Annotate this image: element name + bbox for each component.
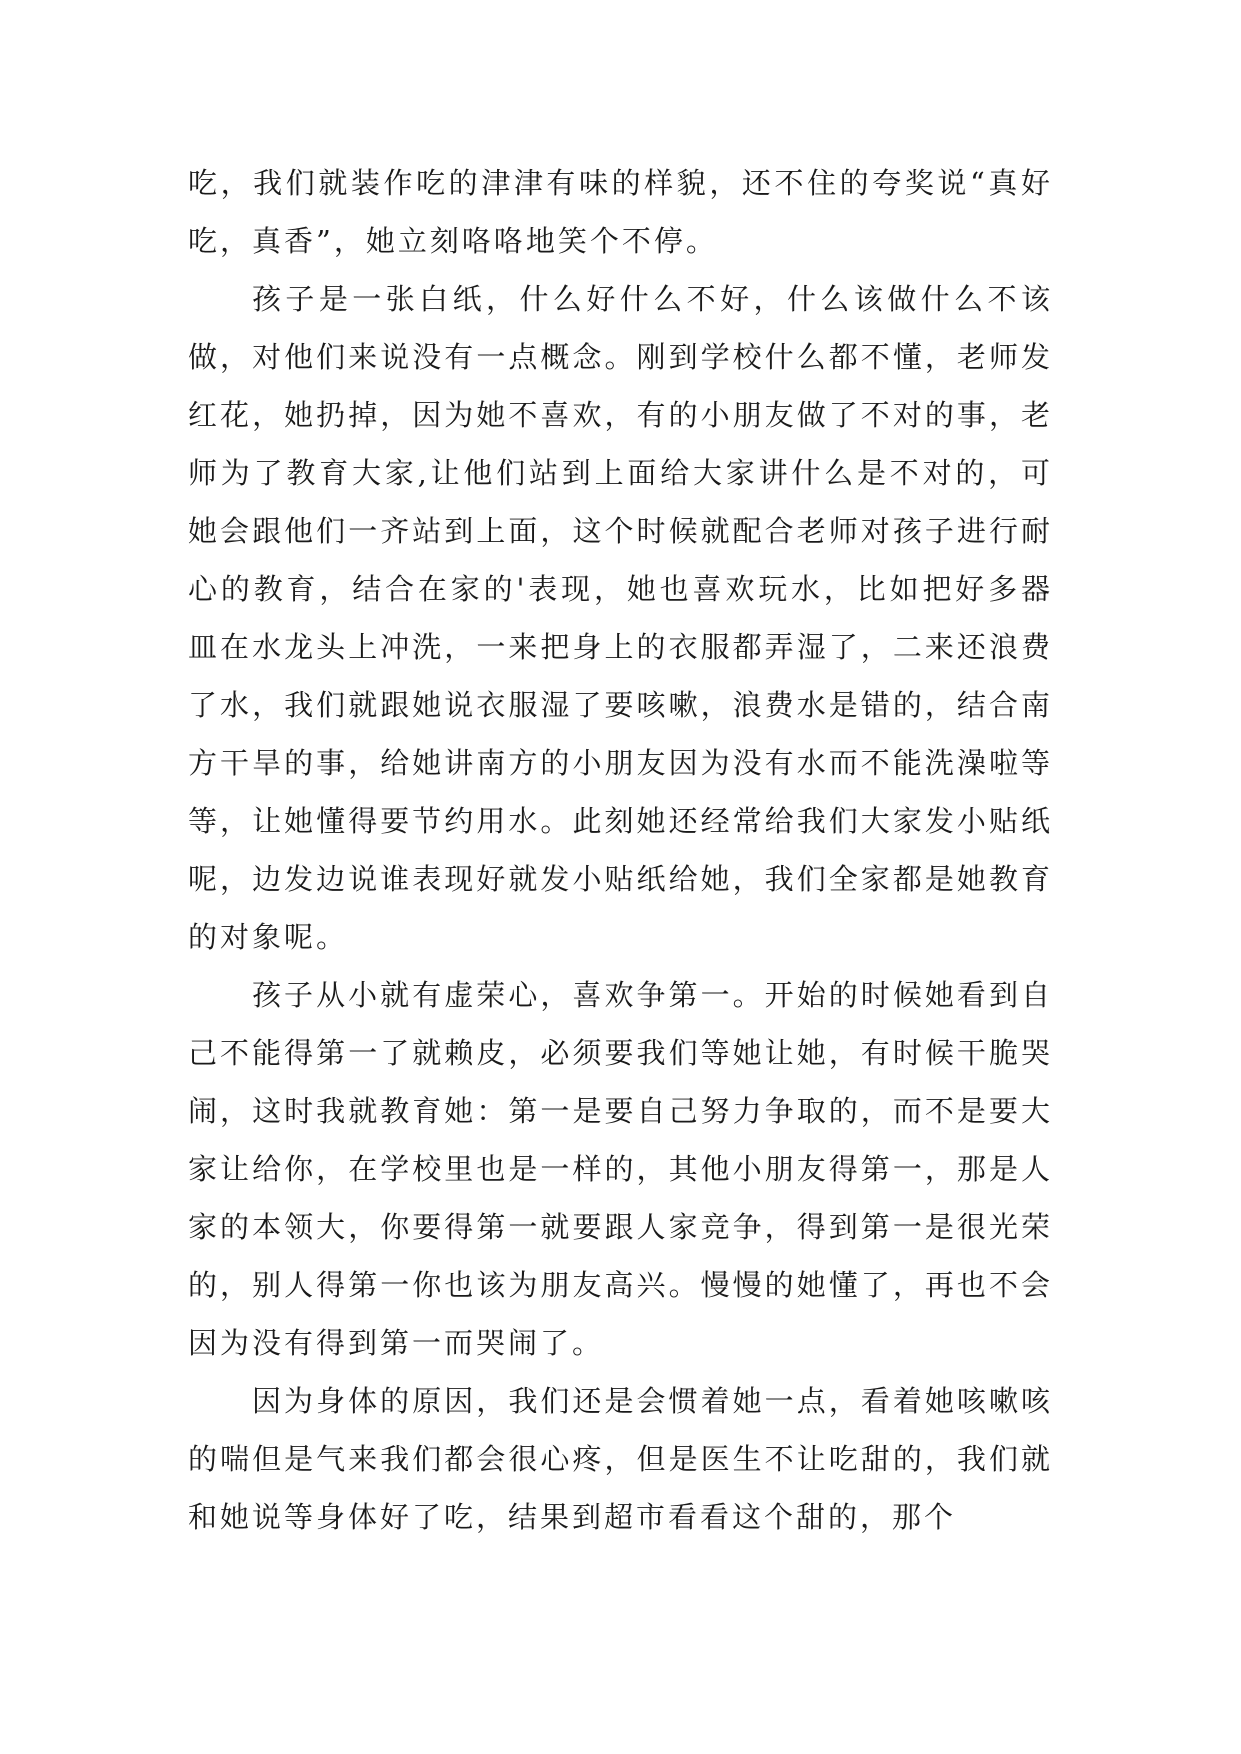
paragraph-health-sweets: 因为身体的原因，我们还是会惯着她一点，看着她咳嗽咳的喘但是气来我们都会很心疼，但是医生不让吃甜的，我们就和她说等身体好了吃，结果到超市看看这个甜的，那个 — [188, 1384, 1053, 1534]
paragraph-white-paper: 孩子是一张白纸，什么好什么不好，什么该做什么不该做，对他们来说没有一点概念。刚到学校什么都不懂，老师发红花，她扔掉，因为她不喜欢，有的小朋友做了不对的事，老师为了教育大家,让他们站到上面给大家讲什么是不对的，可她会跟他们一齐站到上面，这个时候就配合老师对孩子进行耐心的教育，结合在家的'表现，她也喜欢玩水，比如把好多器皿在水龙头上冲洗，一来把身上的衣服都弄湿了，二来还浪费了水，我们就跟她说衣服湿了要咳嗽，浪费水是错的，结合南方干旱的事，给她讲南方的小朋友因为没有水而不能洗澡啦等等，让她懂得要节约用水。此刻她还经常给我们大家发小贴纸呢，边发边说谁表现好就发小贴纸给她，我们全家都是她教育的对象呢。 — [188, 282, 1053, 954]
paragraph-continuation: 吃，我们就装作吃的津津有味的样貌，还不住的夸奖说“真好吃，真香”，她立刻咯咯地笑个不停。 — [188, 166, 1053, 258]
document-body — [188, 154, 1053, 1546]
paragraph-vanity-first-place: 孩子从小就有虚荣心，喜欢争第一。开始的时候她看到自己不能得第一了就赖皮，必须要我们等她让她，有时候干脆哭闹，这时我就教育她：第一是要自己努力争取的，而不是要大家让给你，在学校里也是一样的，其他小朋友得第一，那是人家的本领大，你要得第一就要跟人家竞争，得到第一是很光荣的，别人得第一你也该为朋友高兴。慢慢的她懂了，再也不会因为没有得到第一而哭闹了。 — [188, 978, 1053, 1360]
